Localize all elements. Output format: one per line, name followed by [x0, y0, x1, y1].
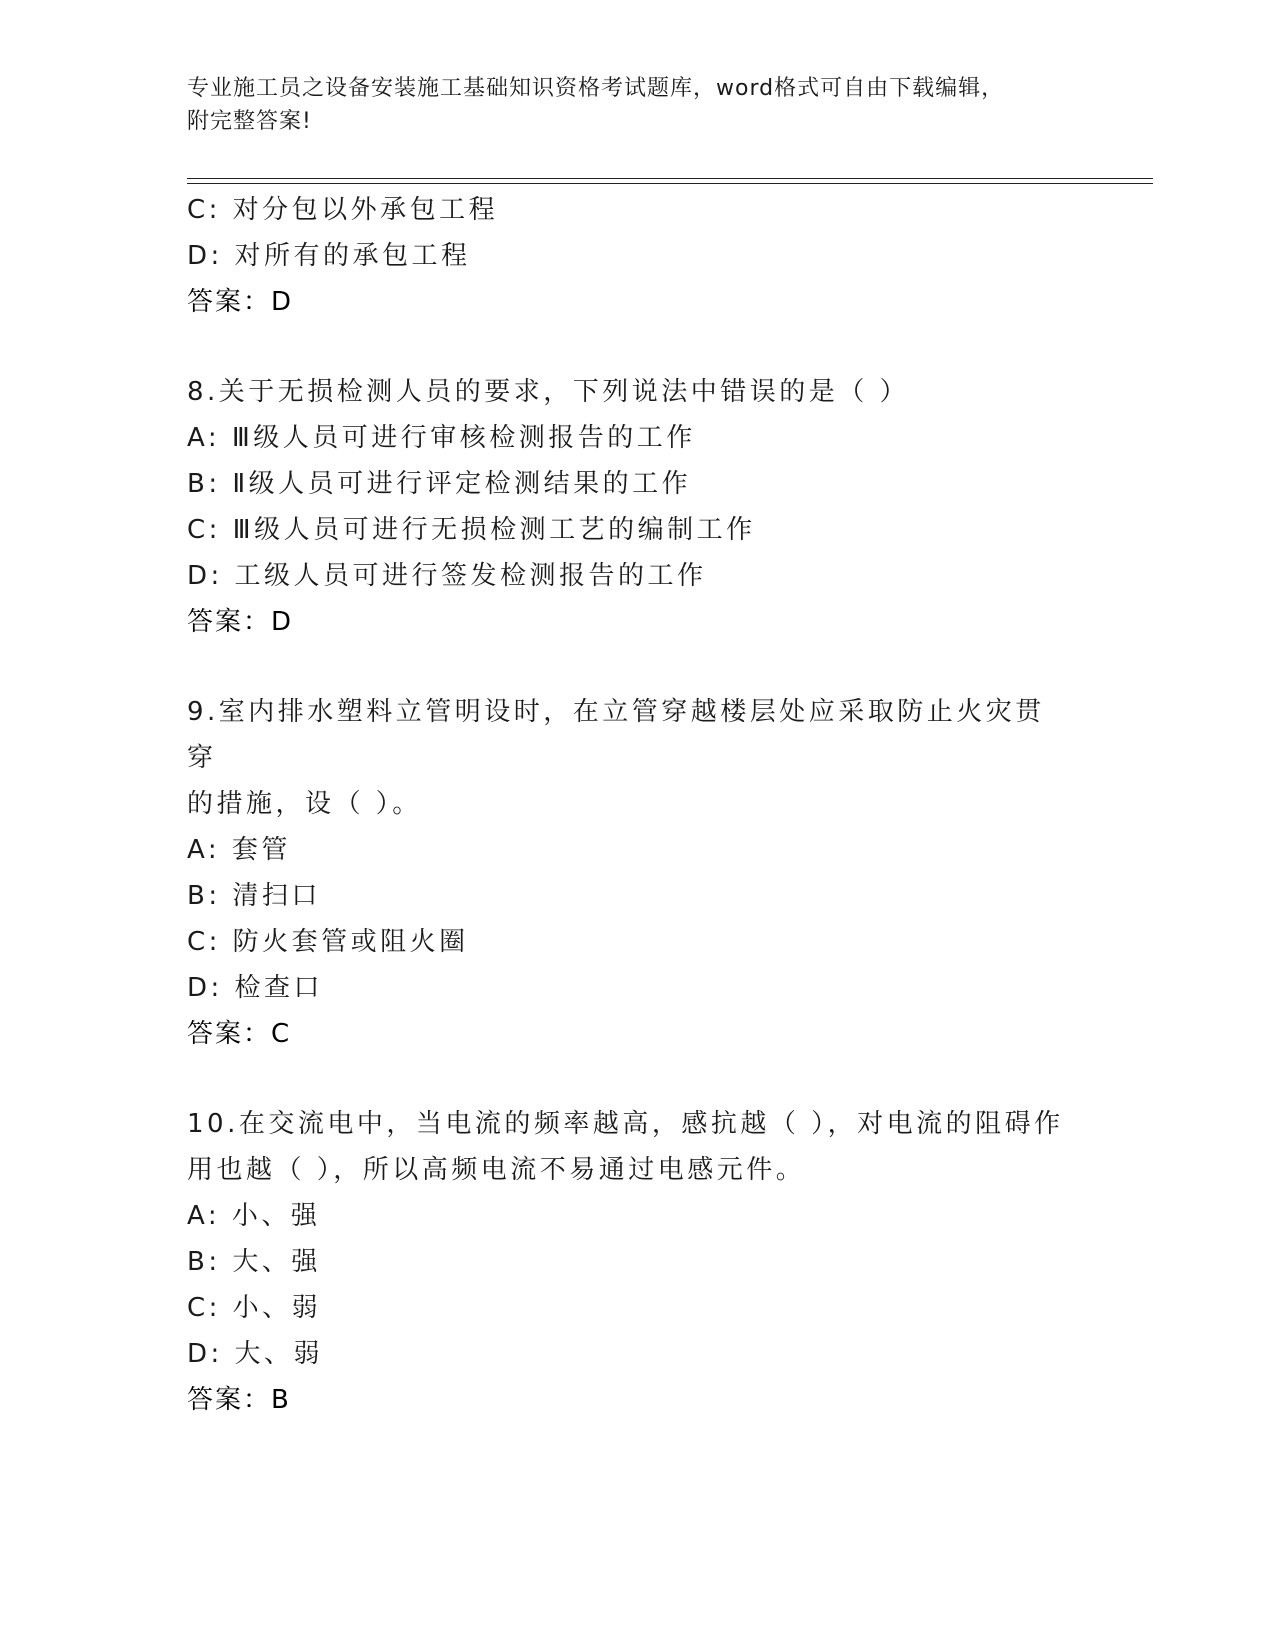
question-9: [187, 689, 1067, 1057]
answer-line: 答案：C: [187, 1019, 292, 1049]
header-divider-bottom: [187, 183, 1153, 184]
header-line-1: 专业施工员之设备安装施工基础知识资格考试题库，word格式可自由下载编辑，: [187, 76, 1005, 101]
option-d: D: 对所有的承包工程: [187, 241, 471, 271]
document-header: [187, 72, 1067, 138]
question-10: [187, 1101, 1067, 1423]
option-b: B: 大、强: [187, 1247, 321, 1277]
header-divider-top: [187, 178, 1153, 179]
option-a: A: Ⅲ级人员可进行审核检测报告的工作: [187, 423, 696, 453]
question-stem: 8.关于无损检测人员的要求，下列说法中错误的是（ ）: [187, 377, 910, 407]
option-b: B: Ⅱ级人员可进行评定检测结果的工作: [187, 469, 692, 499]
question-stem-continued: 的措施，设（ ）。: [187, 789, 422, 819]
question-8: [187, 369, 1067, 645]
option-c: C: Ⅲ级人员可进行无损检测工艺的编制工作: [187, 515, 756, 545]
question-continued: [187, 187, 1067, 325]
question-stem-continued: 用也越（ ），所以高频电流不易通过电感元件。: [187, 1155, 806, 1185]
spacer: [187, 645, 1067, 689]
option-c: C: 防火套管或阻火圈: [187, 927, 469, 957]
answer-line: 答案：D: [187, 607, 294, 637]
option-c: C: 小、弱: [187, 1293, 322, 1323]
option-a: A: 套管: [187, 835, 291, 865]
spacer: [187, 1057, 1067, 1101]
question-stem: 9.室内排水塑料立管明设时，在立管穿越楼层处应采取防止火灾贯穿: [187, 697, 1045, 773]
option-d: D: 大、弱: [187, 1339, 324, 1369]
answer-line: 答案：B: [187, 1385, 291, 1415]
header-line-2: 附完整答案!: [187, 109, 312, 134]
option-c: C: 对分包以外承包工程: [187, 195, 499, 225]
option-d: D: 工级人员可进行签发检测报告的工作: [187, 561, 707, 591]
option-b: B: 清扫口: [187, 881, 321, 911]
option-d: D: 检查口: [187, 973, 324, 1003]
document-body: [187, 187, 1067, 1423]
question-stem: 10.在交流电中，当电流的频率越高，感抗越（ ），对电流的阻碍作: [187, 1109, 1064, 1139]
answer-line: 答案：D: [187, 287, 294, 317]
option-a: A: 小、强: [187, 1201, 321, 1231]
spacer: [187, 325, 1067, 369]
